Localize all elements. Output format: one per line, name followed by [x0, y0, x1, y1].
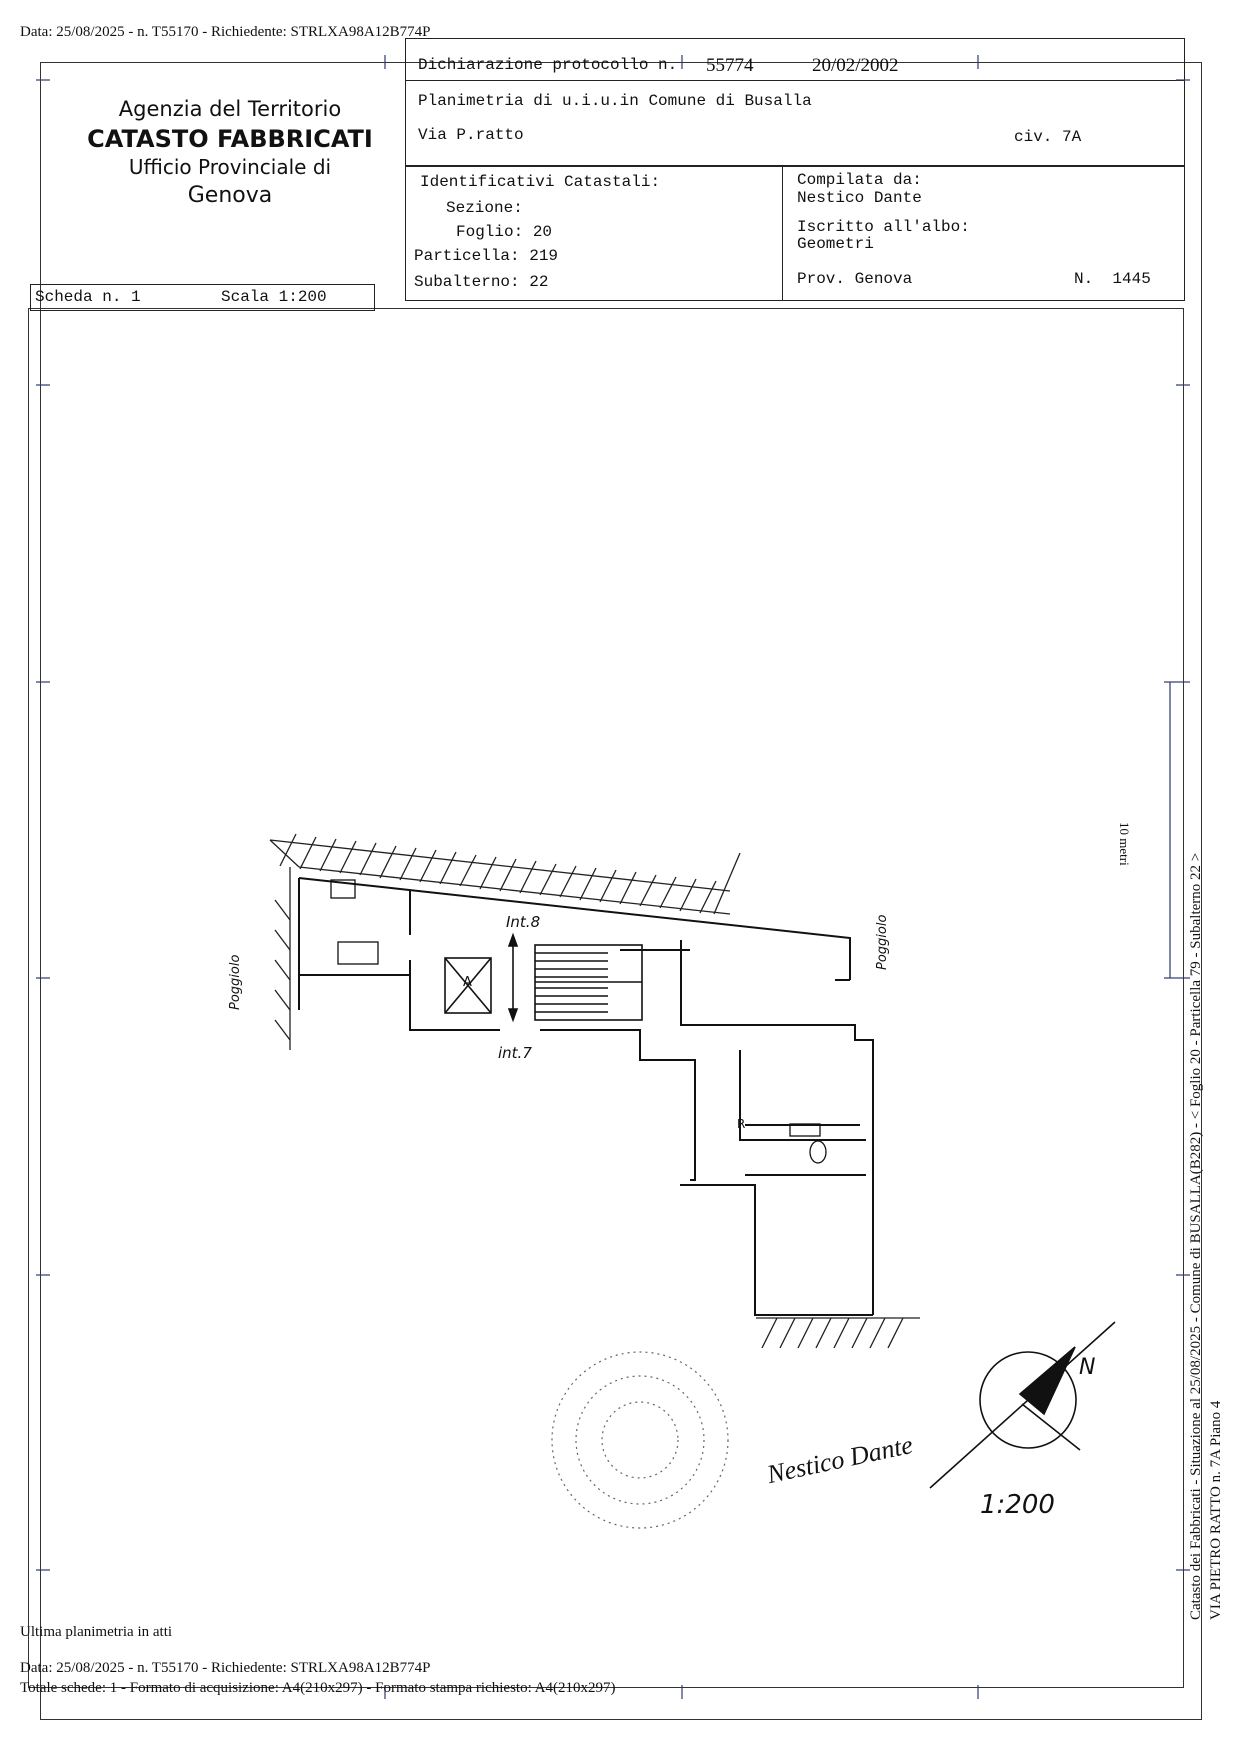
- registry-name: Geometri: [797, 235, 874, 253]
- compiled-by-label: Compilata da:: [797, 171, 922, 189]
- north-arrow-icon: [930, 1322, 1115, 1488]
- office-city: Genova: [187, 183, 273, 208]
- side-address-line: VIA PIETRO RATTO n. 7A Piano 4: [1208, 1400, 1224, 1620]
- declaration-label: Dichiarazione protocollo n.: [418, 56, 678, 74]
- address: Via P.ratto: [418, 126, 524, 144]
- unit-7-label: int.7: [498, 1044, 532, 1062]
- catasto-title: CATASTO FABBRICATI: [87, 125, 373, 153]
- office-label: Ufficio Provinciale di: [128, 155, 332, 179]
- scale-label: Scala 1:200: [221, 288, 327, 306]
- province-field: Prov. Genova: [797, 270, 913, 288]
- protocol-date: 20/02/2002: [812, 55, 899, 76]
- subalterno-field: Subalterno: 22: [414, 273, 549, 291]
- lift-label: A: [463, 975, 472, 990]
- agency-name: Agenzia del Territorio: [118, 97, 342, 121]
- registered-label: Iscritto all'albo:: [797, 218, 970, 236]
- balcony-right-label: Poggiolo: [875, 914, 890, 970]
- last-plan-note: Ultima planimetria in atti: [20, 1624, 173, 1640]
- plan-scale-label: 1:200: [980, 1490, 1055, 1520]
- protocol-number: 55774: [706, 55, 754, 76]
- balcony-left-label: Poggiolo: [228, 954, 243, 1010]
- north-label: N: [1079, 1355, 1096, 1380]
- foglio-field: Foglio: 20: [456, 223, 553, 241]
- compiler-name: Nestico Dante: [797, 189, 922, 207]
- registry-number: N. 1445: [1074, 270, 1151, 288]
- particella-field: Particella: 219: [414, 247, 559, 265]
- side-cadastre-line: Catasto dei Fabbricati - Situazione al 25/08/2025 - Comune di BUSALLA(B282) - < Foglio 20 - Particella 79 - Subalterno 22 >: [1188, 852, 1204, 1620]
- request-line: Data: 25/08/2025 - n. T55170 - Richiedente: STRLXA98A12B774P: [20, 24, 431, 40]
- walls: [299, 878, 873, 1315]
- signature: Nestico Dante: [764, 1429, 916, 1490]
- official-stamp-icon: [552, 1352, 728, 1528]
- ruler-label: 10 metri: [1117, 822, 1132, 866]
- unit-8-label: Int.8: [506, 913, 541, 931]
- lift-and-stairs: [445, 935, 642, 1020]
- civic-number: civ. 7A: [1014, 128, 1082, 146]
- identifiers-title: Identificativi Catastali:: [420, 173, 661, 191]
- fridge-label: R: [737, 1117, 746, 1131]
- footer-request-line: Data: 25/08/2025 - n. T55170 - Richiedente: STRLXA98A12B774P: [20, 1660, 431, 1676]
- plan-description: Planimetria di u.i.u.in Comune di Busalla: [418, 92, 812, 110]
- footer-summary-line: Totale schede: 1 - Formato di acquisizione: A4(210x297) - Formato stampa richiesto: A4(210x297): [20, 1680, 616, 1696]
- sezione-field: Sezione:: [446, 199, 523, 217]
- scale-ruler: [1164, 682, 1176, 978]
- scheda-number: Scheda n. 1: [35, 288, 141, 306]
- bathroom-fixtures: [331, 880, 826, 1163]
